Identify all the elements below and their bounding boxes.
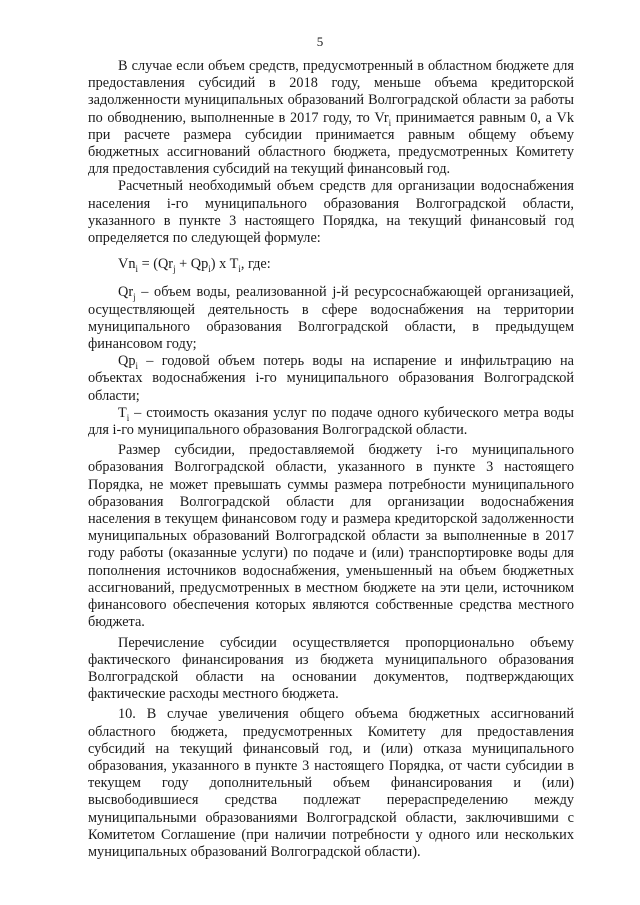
definition-t: $T_i$ – стоимость оказания услуг по подаче одного кубического метра воды для i-го муниципального образования Волгоградской области. — [88, 404, 574, 439]
paragraph-subsidy-transfer: Перечисление субсидии осуществляется пропорционально объему фактического финансирования из бюджета муниципального образования Волгоградской области на основании документов, подтверждающих фактические расходы местного бюджета. — [88, 634, 574, 703]
paragraph-estimated-volume: Расчетный необходимый объем средств для организации водоснабжения населения i-го муниципального образования Волгоградской области, указанного в пункте 3 настоящего Порядка, на текущий финансовый год определяется по следующей формуле: — [88, 178, 574, 247]
paragraph-item-10: 10. В случае увеличения общего объема бюджетных ассигнований областного бюджета, предусмотренных Комитету для предоставления субсидий на текущий финансовый год, и (или) отказа муниципального образования, указанного в пункте 3 настоящего Порядка, от части субсидии в текущем году дополнительный объем финансирования и (или) высвободившиеся средства подлежат перераспределению между муниципальными образованиями Волгоградской области, заключившими с Комитетом Соглашение (при наличии потребности у одного или нескольких муниципальных образований Волгоградской области). — [88, 706, 574, 860]
paragraph-subsidy-size: Размер субсидии, предоставляемой бюджету i-го муниципального образования Волгоградской области, указанного в пункте 3 настоящего Порядка, не может превышать суммы размера потребности муниципального образования Волгоградской области для организации водоснабжения населения в текущем финансовом году и размера кредиторской задолженности муниципальных образований Волгоградской области за выполненные в 2017 году работы (оказанные услуги) по подаче и (или) транспортировке воды для пополнения источников водоснабжения, уменьшенный на объем бюджетных ассигнований, предусмотренных в местном бюджете на эти цели, источником финансового обеспечения которых являются собственные средства местного бюджета. — [88, 442, 574, 631]
document-body — [88, 58, 574, 861]
page-number: 5 — [316, 34, 324, 49]
paragraph-budget-shortfall: В случае если объем средств, предусмотренный в областном бюджете для предоставления субсидий в 2018 году, меньше объема кредиторской задолженности муниципальных образований Волгоградской области за работы по обводнению, выполненные в 2017 году, то $Vr_i$ принимается равным 0, а Vk при расчете размера субсидии принимается равным общему объему бюджетных ассигнований областного бюджета, предусмотренных Комитету для предоставления субсидий на текущий финансовый год. — [88, 58, 574, 178]
vr-subscript: i — [388, 117, 392, 128]
definition-qr: $Qr_j$ – объем воды, реализованной j-й ресурсоснабжающей организацией, осуществляющей деятельность в сфере водоснабжения на территории муниципального образования Волгоградской области, в предыдущем финансовом году; — [88, 284, 574, 353]
formula: $Vn_i = (Qr_j + Qp_i)$ x $T_i$, где: — [118, 256, 271, 275]
definition-qp: $Qp_i$ – годовой объем потерь воды на испарение и инфильтрацию на объектах водоснабжения i-го муниципального образования Волгоградской области; — [88, 353, 574, 404]
